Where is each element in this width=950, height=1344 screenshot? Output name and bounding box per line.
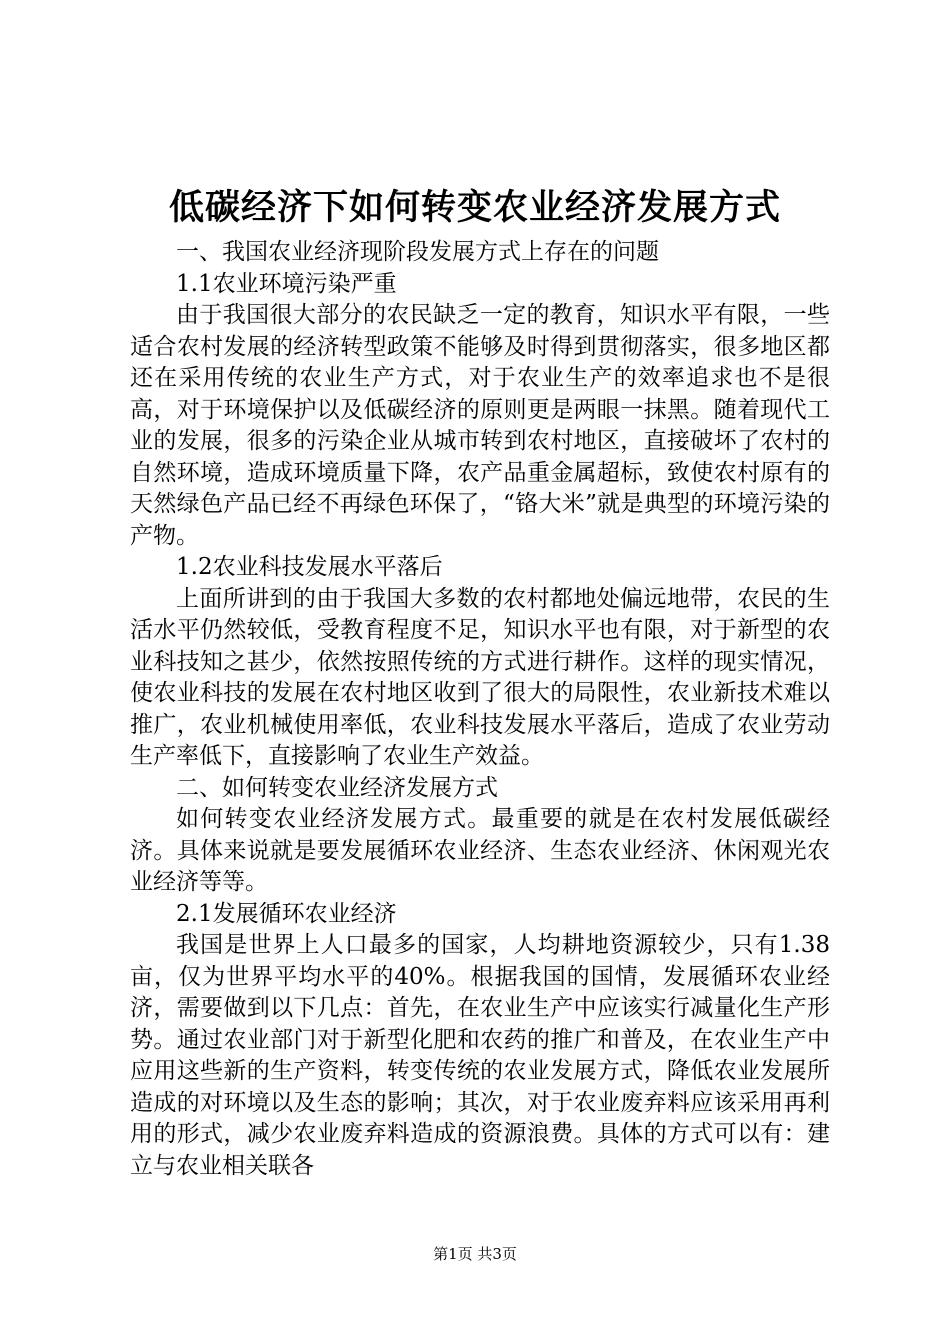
body-paragraph: 我国是世界上人口最多的国家，人均耕地资源较少，只有1.38亩，仅为世界平均水平的40%。根据我国的国情，发展循环农业经济，需要做到以下几点：首先，在农业生产中应该实行减量化生产形势。通过农业部门对于新型化肥和农药的推广和普及，在农业生产中应用这些新的生产资料，转变传统的农业发展方式，降低农业发展所造成的对环境以及生态的影响；其次，对于农业废弃料应该采用再利用的形式，减少农业废弃料造成的资源浪费。具体的方式可以有：建立与农业相关联各 — [130, 932, 830, 1179]
page-footer: 第1页 共3页 — [433, 1245, 517, 1263]
document-title: 低碳经济下如何转变农业经济发展方式 — [168, 187, 781, 228]
section-heading: 1.2农业科技发展水平落后 — [176, 554, 443, 580]
body-paragraph: 如何转变农业经济发展方式。最重要的就是在农村发展低碳经济。具体来说就是要发展循环农业经济、生态农业经济、休闲观光农业经济等等。 — [130, 806, 830, 895]
section-heading: 一、我国农业经济现阶段发展方式上存在的问题 — [176, 239, 659, 265]
document-body — [130, 237, 830, 1182]
section-heading: 2.1发展循环农业经济 — [176, 900, 397, 927]
section-heading: 1.1农业环境污染严重 — [176, 270, 397, 297]
body-paragraph: 由于我国很大部分的农民缺乏一定的教育，知识水平有限，一些适合农村发展的经济转型政策不能够及时得到贯彻落实，很多地区都还在采用传统的农业生产方式，对于农业生产的效率追求也不是很高，对于环境保护以及低碳经济的原则更是两眼一抹黑。随着现代工业的发展，很多的污染企业从城市转到农村地区，直接破坏了农村的自然环境，造成环境质量下降，农产品重金属超标，致使农村原有的天然绿色产品已经不再绿色环保了，“铬大米”就是典型的环境污染的产物。 — [130, 302, 830, 549]
section-heading: 二、如何转变农业经济发展方式 — [176, 774, 498, 801]
body-paragraph: 上面所讲到的由于我国大多数的农村都地处偏远地带，农民的生活水平仍然较低，受教育程度不足，知识水平也有限，对于新型的农业科技知之甚少，依然按照传统的方式进行耕作。这样的现实情况，使农业科技的发展在农村地区收到了很大的局限性，农业新技术难以推广，农业机械使用率低，农业科技发展水平落后，造成了农业劳动生产率低下，直接影响了农业生产效益。 — [130, 585, 830, 769]
